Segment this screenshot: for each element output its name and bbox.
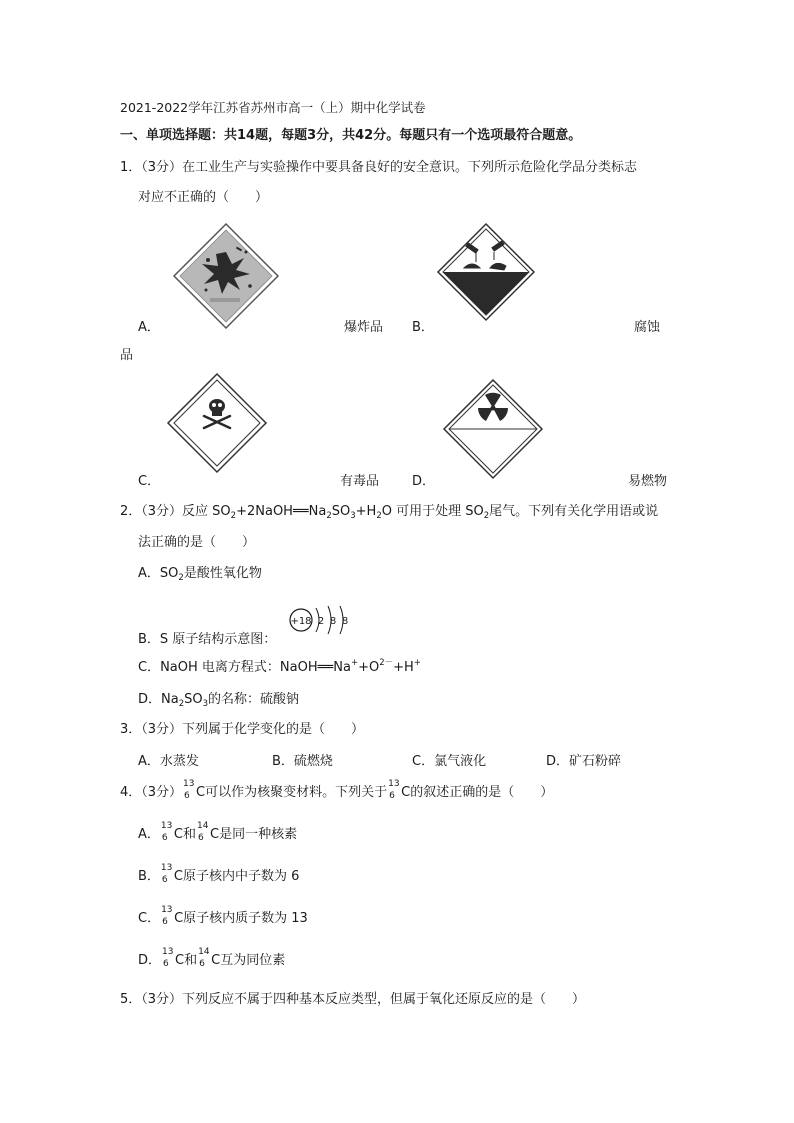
q1-stem-line2: 对应不正确的（ ） <box>138 190 269 205</box>
q5-stem: 5．（3分）下列反应不属于四种基本反应类型，但属于氧化还原反应的是（ ） <box>120 992 586 1007</box>
radioactive-sign-icon <box>442 378 544 480</box>
q1-option-d-text: 易燃物 <box>628 474 668 489</box>
q1-option-d-letter: D． <box>412 474 436 489</box>
q4-option-d: D． 13 6 C和 14 6 C互为同位素 <box>138 947 286 969</box>
q4-stem: 4．（3分） 13 6 C可以作为核聚变材料。下列关于 13 6 C的叙述正确的是（ ） <box>120 779 554 801</box>
q1-option-c-letter: C． <box>138 474 161 489</box>
q1-option-a-letter: A． <box>138 320 160 335</box>
q3-option-a: A．水蒸发 <box>138 754 199 769</box>
q2-stem-line2: 法正确的是（ ） <box>138 535 256 550</box>
atom-structure-icon <box>286 602 356 638</box>
q1-option-b-letter: B． <box>412 320 434 335</box>
atom-shell-3: 8 <box>341 616 349 627</box>
section-heading: 一、单项选择题：共14题，每题3分，共42分。每题只有一个选项最符合题意。 <box>120 128 582 143</box>
toxic-sign-icon <box>166 372 268 474</box>
q4-option-a: A． 13 6 C和 14 6 C是同一种核素 <box>138 821 298 843</box>
explosive-sign-icon <box>172 222 280 330</box>
q1-option-c-text: 有毒品 <box>340 474 380 489</box>
q3-option-d: D．矿石粉碎 <box>546 754 622 769</box>
q1-stem-line1: 1．（3分）在工业生产与实验操作中要具备良好的安全意识。下列所示危险化学品分类标志 <box>120 160 638 175</box>
q3-stem: 3．（3分）下列属于化学变化的是（ ） <box>120 722 365 737</box>
q4-option-c: C． 13 6 C原子核内质子数为 13 <box>138 905 308 927</box>
atom-shell-1: 2 <box>317 616 325 627</box>
q4-option-b: B． 13 6 C原子核内中子数为 6 <box>138 863 300 885</box>
atom-nucleus-label: +18 <box>290 616 312 627</box>
q3-option-c: C．氯气液化 <box>412 754 487 769</box>
q1-option-b-text: 腐蚀 <box>634 320 661 335</box>
q2-option-c: C．NaOH 电离方程式：$NaOH══Na^++O^{2-}+H^+$ <box>138 658 421 675</box>
q2-stem-line1: 2．（3分）反应 $SO_2+2NaOH══Na_2SO_3+H_2O$ 可用于处理 $SO_2$尾气。下列有关化学用语或说 <box>120 504 659 521</box>
q2-option-a: A．$SO_2$是酸性氧化物 <box>138 566 262 583</box>
nuclide-c13: 13 6 <box>183 779 195 801</box>
q3-option-b: B．硫燃烧 <box>272 754 333 769</box>
page-title: 2021-2022学年江苏省苏州市高一（上）期中化学试卷 <box>120 100 426 115</box>
q1-option-b-wrap: 品 <box>120 348 134 363</box>
atom-shell-2: 8 <box>329 616 337 627</box>
q1-option-a-text: 爆炸品 <box>344 320 384 335</box>
q2-option-b: B．S 原子结构示意图： <box>138 632 277 647</box>
corrosive-sign-icon <box>436 222 536 322</box>
q2-option-d: D．$Na_2SO_3$的名称：硫酸钠 <box>138 692 300 709</box>
nuclide-c13: 13 6 <box>388 779 400 801</box>
